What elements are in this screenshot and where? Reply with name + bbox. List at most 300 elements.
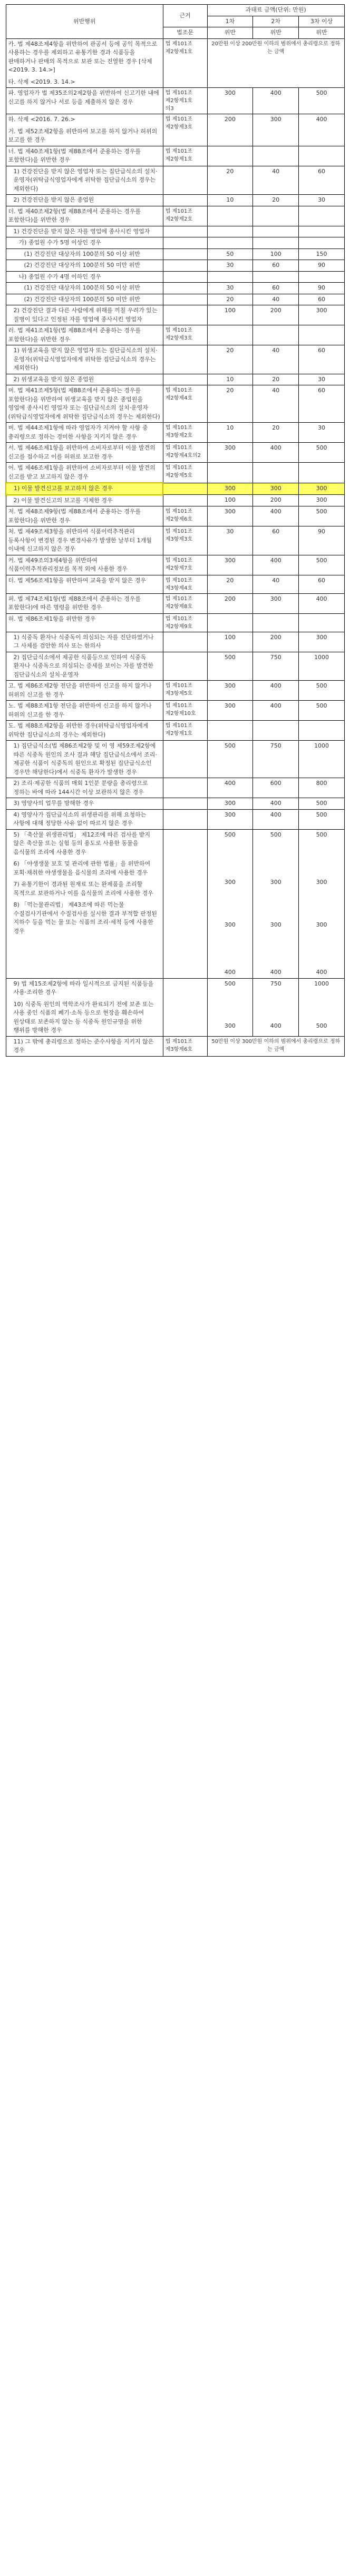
violation-text: 10) 식중독 원인의 역학조사가 완료되기 전에 보존 또는 사용 중인 식품의 폐기·소독 등으로 현장을 훼손하여 원상태로 보존하지 않는 등 식중독 원인규명을 위한 행위를 방해한 경우	[13, 1000, 154, 1033]
violation-text: 1) 건강진단을 받지 않은 자를 영업에 종사시킨 영업자	[13, 227, 150, 235]
violation-text: 어. 법 제46조제1항을 위반하여 소비자로부터 이물 발견의 신고를 받고 보고하지 않은 경우	[8, 464, 155, 480]
table-row	[6, 325, 345, 345]
violation-cell	[6, 38, 163, 88]
fine-amount: 400	[270, 89, 281, 96]
violation-text: (1) 건강진단 대상자의 100분의 50 이상 위반	[24, 250, 140, 257]
law-article-cell	[163, 283, 207, 294]
fine-amount-cell	[299, 226, 345, 237]
law-article-text: 법 제101조	[165, 208, 192, 214]
fine-amount-cell	[207, 248, 253, 260]
law-article-text: 제2항제3호	[165, 335, 193, 341]
table-row	[6, 778, 345, 798]
violation-cell	[6, 443, 163, 463]
fine-amount: 300	[224, 702, 236, 709]
fine-amount: 20	[272, 375, 280, 383]
table-row	[6, 829, 345, 978]
violation-cell	[6, 778, 163, 798]
law-article-cell	[163, 506, 207, 526]
fine-amount-cell	[253, 305, 299, 325]
fine-amount-cell	[253, 613, 299, 632]
fine-amount-cell	[207, 483, 253, 495]
fine-range-cell: 50만원 이상 300만원 이하의 범위에서 총리령으로 정하는 금액	[207, 1036, 345, 1056]
fine-amount-cell	[299, 526, 345, 555]
fine-amount-cell	[253, 526, 299, 555]
violation-text: 커. 법 제49조의3제4항을 위반하여 식품이력추적관리정보를 목적 외에 사용한 경우	[8, 556, 128, 572]
fine-amount-cell	[299, 423, 345, 443]
fine-amount: 200	[270, 496, 281, 503]
law-article-cell	[163, 495, 207, 506]
fine-amount: 400	[270, 969, 281, 976]
law-article-text: 법 제101조	[165, 509, 192, 514]
violation-cell	[6, 526, 163, 555]
fine-amount-cell	[299, 613, 345, 632]
fine-amount: 300	[224, 811, 236, 818]
fine-amount: 30	[226, 284, 234, 291]
fine-amount: 300	[224, 556, 236, 564]
law-article-cell	[163, 226, 207, 237]
fine-amount: 300	[224, 800, 236, 807]
fine-amount-cell	[299, 632, 345, 652]
violation-text: 서. 법 제46조제1항을 위반하여 소비자로부터 이물 발견의 신고를 접수하고 이를 허위로 보고한 경우	[8, 444, 155, 460]
violation-cell	[6, 146, 163, 166]
law-article-text: 제2항제1호	[165, 731, 193, 737]
fine-amount-cell	[253, 483, 299, 495]
fine-amount: 500	[270, 831, 281, 838]
fine-amount-cell	[207, 741, 253, 778]
fine-amount-cell	[207, 681, 253, 701]
fine-amount-cell	[299, 721, 345, 741]
violation-cell	[6, 226, 163, 237]
law-article-text: 법 제101조	[165, 703, 192, 709]
violation-text: 2) 건강진단 결과 다른 사람에게 위해를 끼칠 우려가 있는 질병이 있다고 인정된 자를 영업에 종사시킨 영업자	[13, 307, 158, 323]
law-article-text: 제3항제6호	[165, 1046, 193, 1052]
fine-amount-cell	[207, 423, 253, 443]
table-row	[6, 345, 345, 374]
violation-text: 1) 건강진단을 받지 않은 영업자 또는 집단급식소의 설치·운영자(위탁급식영업자에게 위탁한 집단급식소의 경우는 제외한다)	[13, 167, 158, 192]
law-article-cell	[163, 809, 207, 829]
fine-amount: 300	[224, 89, 236, 96]
fine-amount: 50	[226, 250, 234, 257]
law-article-cell	[163, 271, 207, 283]
law-article-cell	[163, 613, 207, 632]
fine-amount-cell	[207, 260, 253, 272]
violation-cell	[6, 423, 163, 443]
fine-amount-cell	[207, 978, 253, 1036]
law-article-text: 법 제101조	[165, 445, 192, 451]
fine-amount-cell	[207, 345, 253, 374]
fine-amount-cell	[253, 294, 299, 305]
fine-amount: 40	[272, 387, 280, 394]
violation-text: 머. 법 제41조제5항(법 제88조에서 준용하는 경우를 포함한다)을 위반하여 위생교육을 받지 않은 종업원을 영업에 종사시킨 영업자 또는 집단급식소의 설치·운영자(위탁급식영업자에게 위탁한 집단급식소의 경우는 제외한다)	[8, 387, 160, 420]
fine-amount: 90	[318, 284, 326, 291]
fine-amount-cell	[207, 495, 253, 506]
violation-cell	[6, 345, 163, 374]
fine-amount-cell	[207, 555, 253, 575]
fine-amount: 800	[316, 780, 327, 787]
fine-amount-cell	[207, 195, 253, 206]
law-article-text: 법 제101조	[165, 148, 192, 154]
fine-amount: 1000	[314, 742, 329, 749]
law-article-cell	[163, 575, 207, 593]
violation-cell	[6, 652, 163, 681]
violation-text: 1) 집단급식소(법 제86조제2항 및 이 영 제59조제2항에 따른 식중독 원인의 조사 결과 해당 집단급식소에서 조리·제공한 식품이 식중독의 원인으로 확정된 집단급식소인 경우만 해당한다)에서 식중독 환자가 발생한 경우	[13, 742, 157, 775]
violation-text: 더. 법 제40조제2항(법 제88조에서 준용하는 경우를 포함한다)을 위반한 경우	[8, 207, 141, 223]
fine-amount: 300	[316, 484, 327, 492]
violation-text: 하. 삭제 <2016. 7. 26.>	[8, 116, 75, 123]
fine-amount: 40	[272, 295, 280, 303]
fine-amount-cell	[207, 506, 253, 526]
fine-amount: 20	[226, 167, 234, 175]
fine-amount: 300	[224, 921, 236, 928]
law-article-cell	[163, 798, 207, 810]
violation-text: 퍼. 법 제74조제1항(법 제88조에서 준용하는 경우를 포함한다)에 따른 명령을 위반한 경우	[8, 595, 141, 611]
fine-amount-cell	[253, 146, 299, 166]
fine-amount: 500	[316, 800, 327, 807]
law-article-text: 법 제101조	[165, 529, 192, 534]
violation-cell	[6, 305, 163, 325]
fine-amount-cell	[253, 721, 299, 741]
law-article-text: 제3항제3호	[165, 536, 193, 542]
fine-amount-cell	[253, 593, 299, 613]
fine-amount-cell	[299, 978, 345, 1036]
table-row	[6, 526, 345, 555]
table-row	[6, 495, 345, 506]
fine-amount: 10	[226, 196, 234, 203]
violation-cell	[6, 463, 163, 483]
law-article-cell	[163, 632, 207, 652]
header-third: 3차 이상	[299, 16, 345, 27]
fine-amount-cell	[299, 483, 345, 495]
fine-amount-cell	[253, 114, 299, 146]
fine-amount: 30	[318, 424, 326, 431]
fine-amount-cell	[253, 226, 299, 237]
fine-amount-cell	[299, 114, 345, 146]
fine-amount-cell	[253, 632, 299, 652]
fine-table	[5, 4, 345, 1057]
fine-amount-cell	[299, 195, 345, 206]
table-row	[6, 593, 345, 613]
violation-text: 가) 종업원 수가 5명 이상인 경우	[18, 239, 101, 246]
fine-amount: 30	[226, 528, 234, 535]
table-row	[6, 652, 345, 681]
fine-amount-cell	[207, 778, 253, 798]
fine-amount-cell	[253, 463, 299, 483]
violation-text: 2) 조리·제공한 식품의 매회 1인분 분량을 총리령으로 정하는 바에 따라 144시간 이상 보관하지 않은 경우	[13, 780, 148, 795]
fine-amount: 500	[224, 980, 236, 987]
fine-amount: 30	[318, 375, 326, 383]
fine-amount-cell	[299, 325, 345, 345]
fine-amount: 500	[224, 831, 236, 838]
violation-cell	[6, 495, 163, 506]
violation-text: 4) 영양사가 집단급식소의 위생관리를 위해 요청하는 사항에 대해 정당한 사유 없이 따르지 않은 경우	[13, 811, 147, 827]
header-second: 2차	[253, 16, 299, 27]
law-article-cell	[163, 741, 207, 778]
fine-amount: 20	[272, 196, 280, 203]
law-article-text: 제2항제6호	[165, 516, 193, 522]
fine-amount: 20	[226, 295, 234, 303]
fine-amount-cell	[207, 721, 253, 741]
law-article-cell	[163, 978, 207, 1036]
table-row	[6, 575, 345, 593]
fine-amount: 60	[318, 576, 326, 584]
fine-amount-cell	[207, 305, 253, 325]
violation-text: 고. 법 제86조제2항 전단을 위반하여 신고를 하지 않거나 허위의 신고를 한 경우	[8, 682, 152, 698]
fine-amount: 90	[318, 262, 326, 268]
violation-cell	[6, 483, 163, 495]
violation-cell	[6, 206, 163, 226]
fine-amount: 60	[272, 284, 280, 291]
violation-cell	[6, 374, 163, 385]
fine-amount: 300	[270, 484, 281, 492]
fine-amount-cell	[253, 206, 299, 226]
table-row	[6, 260, 345, 272]
table-row	[6, 166, 345, 195]
violation-text: 허. 법 제86조제1항을 위반한 경우	[8, 615, 96, 622]
fine-amount-cell	[253, 195, 299, 206]
fine-amount: 30	[318, 196, 326, 203]
table-row	[6, 248, 345, 260]
fine-amount: 400	[316, 595, 327, 602]
violation-text: 파. 영업자가 법 제35조의2제2항을 위반하여 신고기한 내에 신고를 하지 않거나 서로 등을 제출하지 않은 경우	[8, 89, 159, 105]
fine-amount: 30	[226, 262, 234, 268]
fine-amount-cell	[253, 701, 299, 721]
table-row	[6, 1036, 345, 1056]
fine-amount: 400	[270, 508, 281, 515]
law-article-text: 법 제101조	[165, 327, 192, 333]
fine-amount-cell	[253, 829, 299, 978]
law-article-cell	[163, 374, 207, 385]
law-article-cell	[163, 385, 207, 423]
fine-amount-cell	[253, 271, 299, 283]
table-row	[6, 226, 345, 237]
fine-amount: 400	[270, 800, 281, 807]
law-article-cell	[163, 260, 207, 272]
law-article-text: 제3항제2호	[165, 433, 193, 439]
fine-amount: 40	[272, 576, 280, 584]
fine-amount-cell	[299, 283, 345, 294]
violation-cell	[6, 325, 163, 345]
fine-amount: 90	[318, 528, 326, 535]
header-amount-group: 과태료 금액(단위: 만원)	[207, 5, 345, 16]
law-article-cell	[163, 423, 207, 443]
violation-cell	[6, 701, 163, 721]
fine-amount-cell	[207, 283, 253, 294]
fine-amount: 100	[224, 307, 236, 314]
violation-text: (1) 건강진단 대상자의 100분의 50 이상 위반	[24, 284, 140, 291]
table-row	[6, 283, 345, 294]
fine-amount: 500	[316, 556, 327, 564]
violation-text: 6) 「야생생물 보호 및 관리에 관한 법률」을 위반하여 포획·채취한 야생생물을 음식물의 조리에 사용한 경우	[13, 860, 151, 876]
violation-cell	[6, 248, 163, 260]
law-article-text: 제3항제5호	[165, 691, 193, 697]
fine-amount-cell	[299, 248, 345, 260]
violation-cell	[6, 978, 163, 1036]
law-article-cell	[163, 829, 207, 978]
fine-amount: 300	[270, 116, 281, 123]
violation-cell	[6, 506, 163, 526]
table-row	[6, 632, 345, 652]
fine-amount: 300	[270, 921, 281, 928]
fine-amount-cell	[207, 237, 253, 249]
table-row	[6, 613, 345, 632]
fine-amount: 300	[224, 444, 236, 451]
violation-text: 3) 영양사의 업무를 방해한 경우	[13, 800, 94, 807]
fine-amount: 400	[316, 116, 327, 123]
violation-cell	[6, 294, 163, 305]
fine-amount-cell	[207, 146, 253, 166]
fine-amount: 300	[316, 496, 327, 503]
violation-cell	[6, 385, 163, 423]
law-article-cell	[163, 114, 207, 146]
fine-amount: 400	[224, 780, 236, 787]
law-article-text: 제2항제1호	[165, 48, 193, 55]
violation-cell	[6, 741, 163, 778]
law-article-text: 법 제101조	[165, 387, 192, 393]
violation-cell	[6, 575, 163, 593]
fine-amount-cell	[253, 385, 299, 423]
table-row	[6, 237, 345, 249]
fine-amount-cell	[207, 374, 253, 385]
table-row	[6, 88, 345, 114]
fine-amount: 500	[316, 682, 327, 689]
fine-amount: 500	[316, 702, 327, 709]
fine-amount: 20	[226, 387, 234, 394]
law-article-cell	[163, 237, 207, 249]
violation-text: 터. 법 제56조제1항을 위반하여 교육을 받지 않은 경우	[8, 576, 146, 584]
violation-text: (2) 건강진단 대상자의 100분의 50 미만 위반	[24, 295, 140, 303]
fine-amount-cell	[207, 593, 253, 613]
law-article-cell	[163, 463, 207, 483]
violation-text: 7) 유통기한이 경과된 원재료 또는 완제품을 조리할 목적으로 보관하거나 이를 음식물의 조리에 사용한 경우	[13, 881, 153, 897]
fine-amount: 20	[272, 424, 280, 431]
fine-amount-cell	[253, 809, 299, 829]
fine-amount: 200	[224, 116, 236, 123]
fine-amount-cell	[299, 345, 345, 374]
law-article-cell	[163, 248, 207, 260]
fine-amount: 750	[270, 653, 281, 661]
table-row	[6, 206, 345, 226]
violation-cell	[6, 195, 163, 206]
law-article-text: 제3항제4호	[165, 585, 193, 591]
fine-amount: 750	[270, 742, 281, 749]
fine-amount: 300	[224, 1022, 236, 1029]
fine-amount: 100	[224, 496, 236, 503]
fine-amount: 400	[270, 811, 281, 818]
fine-amount: 200	[270, 633, 281, 641]
fine-amount: 200	[270, 307, 281, 314]
law-article-text: 제2항제5호	[165, 473, 193, 479]
fine-range-cell: 20만원 이상 200만원 이하의 범위에서 총리령으로 정하는 금액	[207, 38, 345, 88]
violation-text: (2) 건강진단 대상자의 100분의 50 미만 위반	[24, 262, 140, 268]
fine-amount: 400	[270, 444, 281, 451]
fine-amount-cell	[253, 423, 299, 443]
violation-cell	[6, 1036, 163, 1056]
fine-amount: 300	[224, 879, 236, 886]
fine-amount: 300	[224, 484, 236, 492]
fine-amount-cell	[299, 374, 345, 385]
table-row	[6, 809, 345, 829]
violation-text: 5) 「축산물 위생관리법」 제12조에 따른 검사를 받지 않은 축산물 또는 실험 등의 용도로 사용한 동물을 음식물의 조리에 사용한 경우	[13, 831, 151, 856]
fine-amount: 500	[316, 811, 327, 818]
table-row	[6, 798, 345, 810]
table-row	[6, 294, 345, 305]
violation-text: 2) 위생교육을 받지 않은 종업원	[13, 375, 94, 383]
fine-amount-cell	[299, 809, 345, 829]
table-row	[6, 681, 345, 701]
fine-amount-cell	[207, 632, 253, 652]
fine-amount: 100	[270, 250, 281, 257]
violation-cell	[6, 271, 163, 283]
fine-amount-cell	[207, 166, 253, 195]
fine-amount-cell	[299, 495, 345, 506]
fine-amount-cell	[299, 237, 345, 249]
fine-amount-cell	[253, 506, 299, 526]
law-article-text: 법 제101조	[165, 723, 192, 729]
table-row	[6, 741, 345, 778]
fine-amount: 400	[270, 556, 281, 564]
law-article-text: 제2항제1호	[165, 156, 193, 162]
fine-amount-cell	[253, 575, 299, 593]
fine-amount-cell	[299, 701, 345, 721]
violation-cell	[6, 681, 163, 701]
violation-text: 처. 법 제49조제3항을 위반하여 식품이력추적관리 등록사항이 변경된 경우 변경사유가 발생한 날부터 1개월 이내에 신고하지 않은 경우	[8, 528, 152, 552]
table-row	[6, 506, 345, 526]
fine-amount: 500	[316, 831, 327, 838]
violation-cell	[6, 260, 163, 272]
fine-amount-cell	[299, 305, 345, 325]
law-article-cell	[163, 1036, 207, 1056]
fine-amount-cell	[207, 385, 253, 423]
fine-amount: 300	[316, 633, 327, 641]
law-article-cell	[163, 88, 207, 114]
law-article-text: 제2항제3호	[165, 124, 193, 130]
violation-text: 거. 법 제52조제2항을 위반하여 보고를 하지 않거나 허위의 보고를 한 경우	[8, 127, 158, 143]
law-article-text: 법 제101조	[165, 595, 192, 602]
fine-amount: 300	[224, 508, 236, 515]
law-article-cell	[163, 593, 207, 613]
violation-cell	[6, 721, 163, 741]
table-row	[6, 978, 345, 1036]
fine-amount: 300	[316, 879, 327, 886]
law-article-text: 법 제101조	[165, 683, 192, 689]
fine-amount: 500	[316, 444, 327, 451]
fine-amount-cell	[299, 206, 345, 226]
law-article-cell	[163, 778, 207, 798]
fine-amount: 100	[224, 633, 236, 641]
fine-amount: 10	[226, 424, 234, 431]
fine-amount-cell	[299, 260, 345, 272]
table-row	[6, 114, 345, 146]
fine-amount: 400	[270, 1022, 281, 1029]
law-article-text: 법 제101조	[165, 116, 192, 122]
law-article-cell	[163, 721, 207, 741]
violation-cell	[6, 237, 163, 249]
table-row	[6, 38, 345, 88]
fine-amount-cell	[207, 114, 253, 146]
fine-amount-cell	[207, 575, 253, 593]
fine-amount: 600	[270, 780, 281, 787]
fine-amount-cell	[207, 829, 253, 978]
law-article-text: 법 제101조	[165, 577, 192, 583]
violation-text: 도. 법 제88조제2항을 위반한 경우(위탁급식영업자에게 위탁한 집단급식소의 경우는 제외한다)	[8, 722, 149, 738]
violation-cell	[6, 88, 163, 114]
fine-amount-cell	[253, 283, 299, 294]
fine-amount-cell	[253, 166, 299, 195]
violation-cell	[6, 829, 163, 978]
table-row	[6, 146, 345, 166]
law-article-text: 제2항제8호	[165, 603, 193, 610]
law-article-text: 법 제101조	[165, 465, 192, 471]
